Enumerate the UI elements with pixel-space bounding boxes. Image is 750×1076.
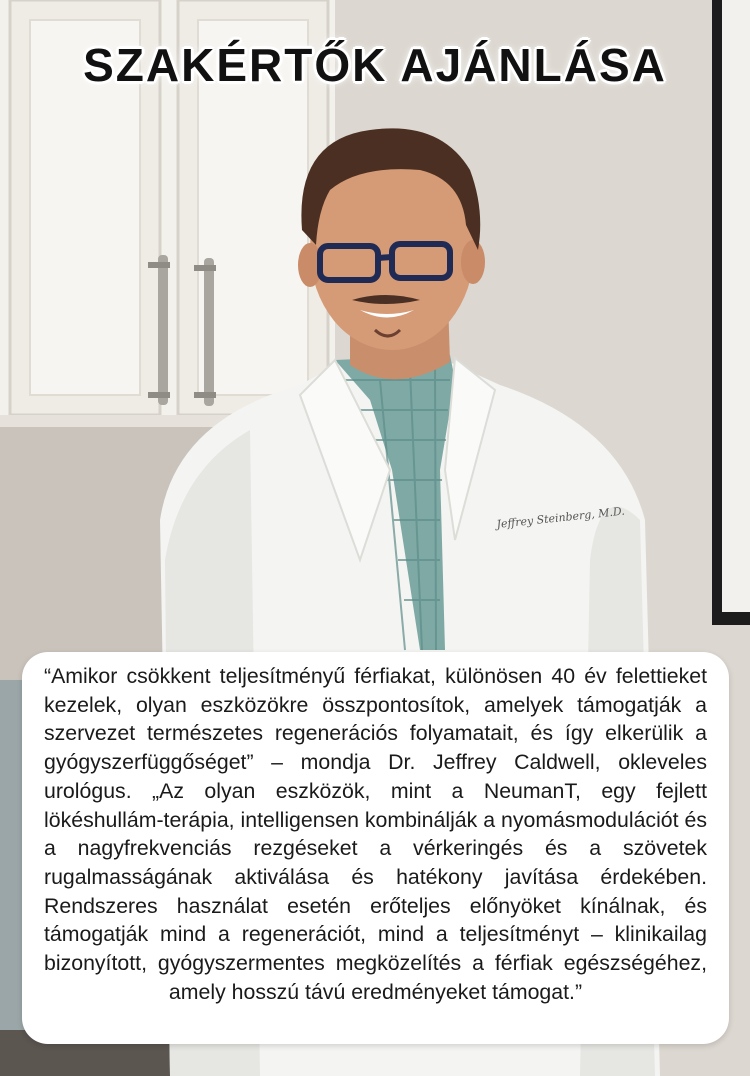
page-title: SZAKÉRTŐK AJÁNLÁSA bbox=[83, 39, 667, 91]
wall-frame bbox=[712, 0, 750, 625]
quote-card bbox=[22, 652, 729, 1044]
coat-embroidery: Jeffrey Steinberg, M.D. bbox=[495, 504, 626, 531]
expert-quote: “Amikor csökkent teljesítményű férfiakat, különösen 40 év felettieket kezelek, olyan eszközökre összpontosítok, amelyek támogatják a szervezet természetes regenerációs folyamatait, és így elkerülik a gyógyszerfüggőséget” – mondja Dr. Jeffrey Caldwell, okleveles urológus. „Az olyan eszközök, mint a NeumanT, egy fejlett lökéshullám-terápia, intelligensen kombinálják a nyomásmodulációt és a nagyfrekvenciás rezgéseket a vérkeringés és a szövetek rugalmasságának aktiválása és hatékony javítása érdekében. Rendszeres használat esetén erőteljes előnyöket kínálnak, és támogatják mind a regenerációt, mind a teljesítményt – klinikailag bizonyított, gyógyszermentes megközelítés a férfiak egészségéhez, amely hosszú távú eredményeket támogat.” bbox=[44, 664, 707, 1004]
